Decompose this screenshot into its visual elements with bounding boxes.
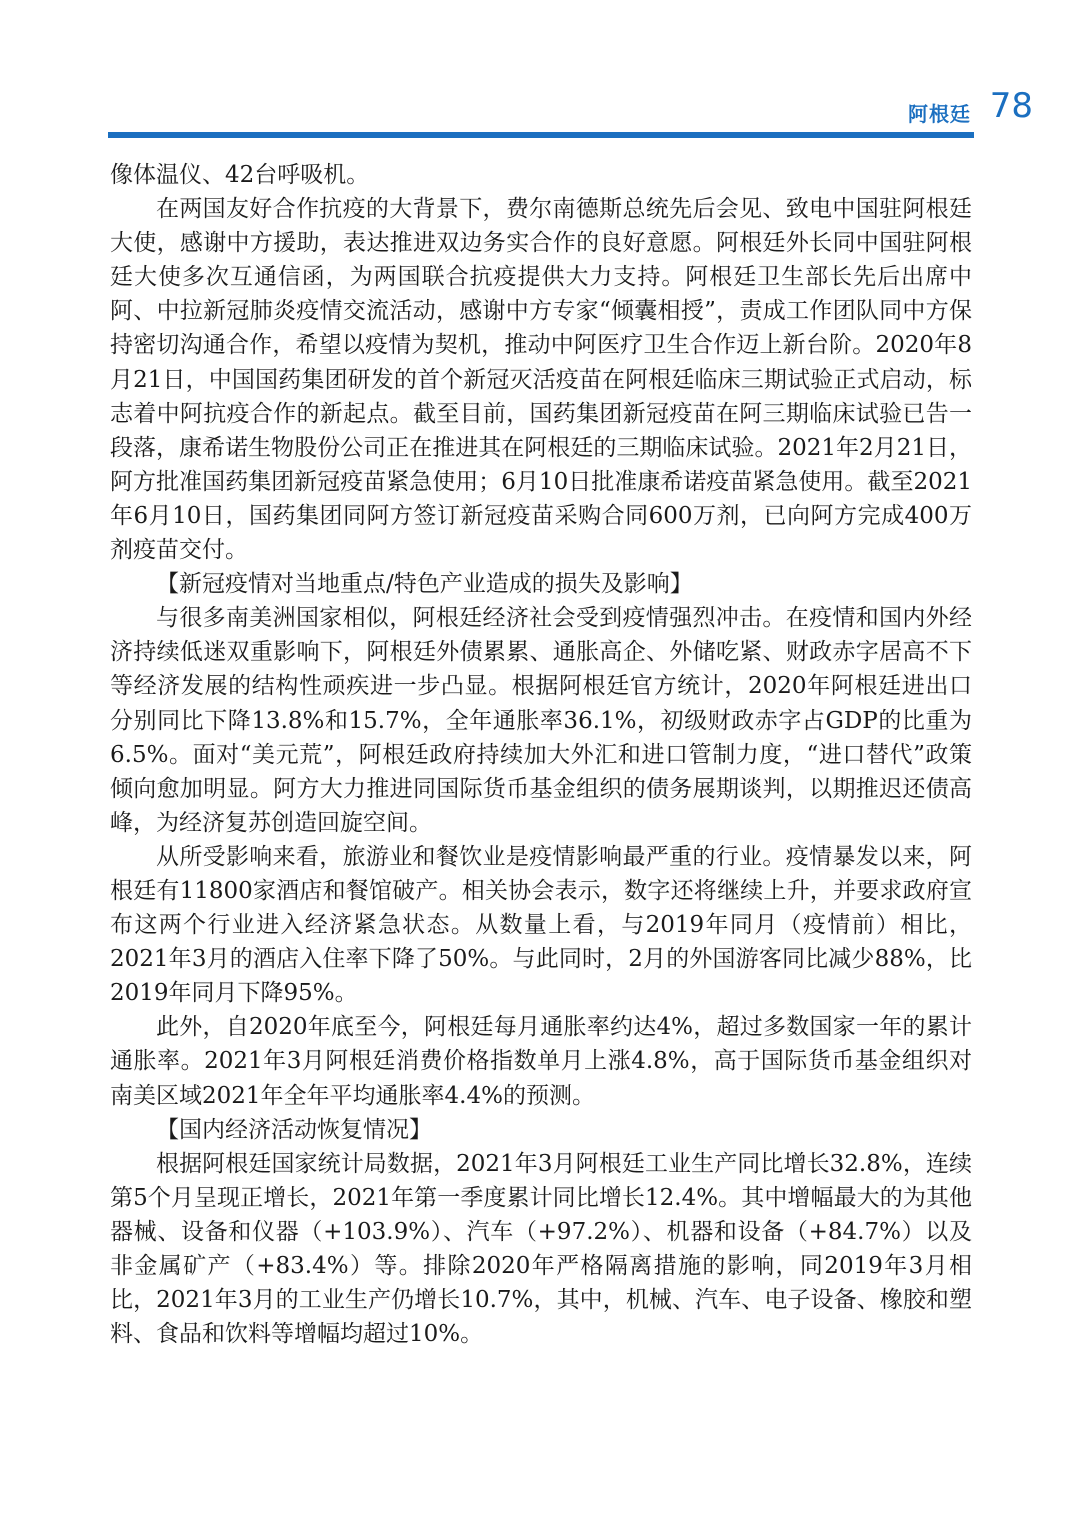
page-number: 78 xyxy=(989,86,1033,126)
section-heading-industry-impact: 【新冠疫情对当地重点/特色产业造成的损失及影响】 xyxy=(156,571,693,598)
section-heading-recovery: 【国内经济活动恢复情况】 xyxy=(156,1116,432,1143)
body-text xyxy=(110,158,972,1351)
paragraph-continued: 像体温仪、42台呼吸机。 xyxy=(110,162,370,188)
paragraph-tourism: 从所受影响来看，旅游业和餐饮业是疫情影响最严重的行业。疫情暴发以来，阿根廷有11800家酒店和餐馆破产。相关协会表示，数字还将继续上升，并要求政府宣布这两个行业进入经济紧急状态。从数量上看，与2019年同月（疫情前）相比，2021年3月的酒店入住率下降了50%。与此同时，2月的外国游客同比减少88%，比2019年同月下降95%。 xyxy=(110,843,972,1007)
paragraph-cooperation: 在两国友好合作抗疫的大背景下，费尔南德斯总统先后会见、致电中国驻阿根廷大使，感谢中方援助，表达推进双边务实合作的良好意愿。阿根廷外长同中国驻阿根廷大使多次互通信函，为两国联合抗疫提供大力支持。阿根廷卫生部长先后出席中阿、中拉新冠肺炎疫情交流活动，感谢中方专家“倾囊相授”，责成工作团队同中方保持密切沟通合作，希望以疫情为契机，推动中阿医疗卫生合作迈上新台阶。2020年8月21日，中国国药集团研发的首个新冠灭活疫苗在阿根廷临床三期试验正式启动，标志着中阿抗疫合作的新起点。截至目前，国药集团新冠疫苗在阿三期临床试验已告一段落，康希诺生物股份公司正在推进其在阿根廷的三期临床试验。2021年2月21日，阿方批准国药集团新冠疫苗紧急使用；6月10日批准康希诺疫苗紧急使用。截至2021年6月10日，国药集团同阿方签订新冠疫苗采购合同600万剂，已向阿方完成400万剂疫苗交付。 xyxy=(110,196,972,564)
paragraph-industrial-production: 根据阿根廷国家统计局数据，2021年3月阿根廷工业生产同比增长32.8%，连续第5个月呈现正增长，2021年第一季度累计同比增长12.4%。其中增幅最大的为其他器械、设备和仪器（+103.9%）、汽车（+97.2%）、机器和设备（+84.7%）以及非金属矿产（+83.4%）等。排除2020年严格隔离措施的影响，同2019年3月相比，2021年3月的工业生产仍增长10.7%，其中，机械、汽车、电子设备、橡胶和塑料、食品和饮料等增幅均超过10%。 xyxy=(110,1150,972,1348)
chapter-title: 阿根廷 xyxy=(908,102,971,126)
paragraph-inflation: 此外，自2020年底至今，阿根廷每月通胀率约达4%，超过多数国家一年的累计通胀率。2021年3月阿根廷消费价格指数单月上涨4.8%，高于国际货币基金组织对南美区域2021年全年平均通胀率4.4%的预测。 xyxy=(110,1014,972,1109)
paragraph-economic-impact: 与很多南美洲国家相似，阿根廷经济社会受到疫情强烈冲击。在疫情和国内外经济持续低迷双重影响下，阿根廷外债累累、通胀高企、外储吃紧、财政赤字居高不下等经济发展的结构性顽疾进一步凸显。根据阿根廷官方统计，2020年阿根廷进出口分别同比下降13.8%和15.7%，全年通胀率36.1%，初级财政赤字占GDP的比重为6.5%。面对“美元荒”，阿根廷政府持续加大外汇和进口管制力度，“进口替代”政策倾向愈加明显。阿方大力推进同国际货币基金组织的债务展期谈判，以期推迟还债高峰，为经济复苏创造回旋空间。 xyxy=(110,605,972,836)
header-rule xyxy=(108,132,974,138)
page-header xyxy=(108,84,1033,140)
